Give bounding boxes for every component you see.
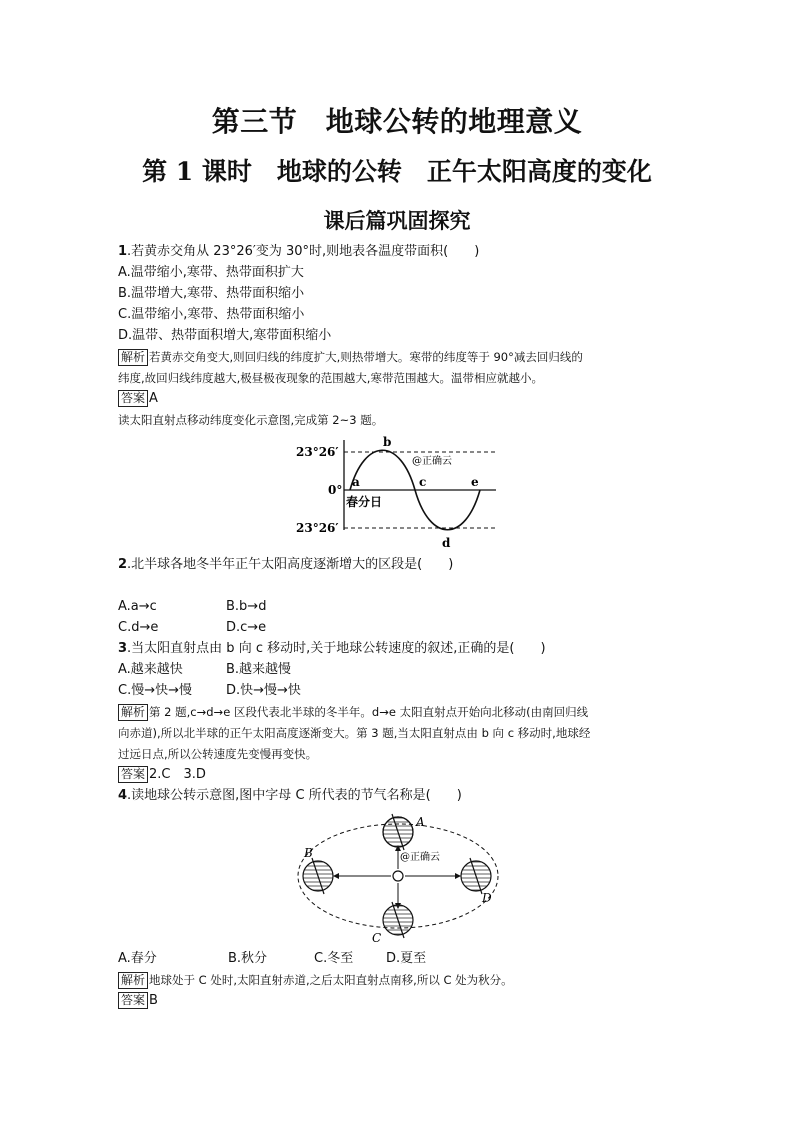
q4-analysis	[118, 971, 513, 989]
answer-tag: 答案	[118, 390, 148, 407]
earth-a-icon	[383, 814, 413, 850]
q2-options-row-2	[118, 619, 266, 637]
earth-orbit-diagram	[290, 808, 520, 948]
q4-answer-value: B	[149, 993, 158, 1008]
q3-stem	[118, 640, 546, 658]
analysis-tag: 解析	[118, 704, 148, 721]
q4-option-b: B.秋分	[228, 951, 268, 966]
q4-option-c: C.冬至	[314, 951, 354, 966]
watermark-2: @正确云	[400, 852, 440, 863]
point-c-label: c	[419, 475, 427, 489]
q2-option-d: D.c→e	[226, 620, 267, 635]
q1-analysis-line-2: 纬度,故回归线纬度越大,极昼极夜现象的范围越大,寒带范围越大。温带相应就越小。	[118, 371, 543, 385]
q2-option-b: B.b→d	[226, 599, 267, 614]
q3-analysis-line-1	[118, 703, 588, 721]
q2-option-a: A.a→c	[118, 599, 157, 614]
intro-q2-q3: 读太阳直射点移动纬度变化示意图,完成第 2~3 题。	[118, 413, 384, 427]
lesson-title: 第 1 课时 地球的公转 正午太阳高度的变化	[142, 157, 652, 186]
q3-options-row-2	[118, 682, 301, 700]
q3-options-row-1	[118, 661, 291, 679]
earth-d-icon	[461, 858, 491, 894]
q3-analysis-line-2: 向赤道),所以北半球的正午太阳高度逐渐变大。第 3 题,当太阳直射点由 b 向 c 移动时,地球经	[118, 726, 591, 740]
q1-number: 1	[118, 244, 128, 259]
q1-analysis-text-1: 若黄赤交角变大,则回归线的纬度扩大,则热带增大。寒带的纬度等于 90°减去回归线的	[149, 350, 583, 364]
point-d-label: d	[442, 536, 451, 550]
earth-c-icon	[383, 902, 413, 938]
q4-analysis-text: 地球处于 C 处时,太阳直射赤道,之后太阳直射点南移,所以 C 处为秋分。	[149, 973, 513, 987]
q2-stem	[118, 556, 453, 574]
sun-latitude-diagram	[290, 432, 510, 552]
q3-number: 3	[118, 641, 128, 656]
q3-answer	[118, 766, 206, 784]
q4-options	[118, 950, 426, 968]
q4-option-d: D.夏至	[386, 951, 427, 966]
q4-answer	[118, 992, 158, 1010]
section-title: 第三节 地球公转的地理意义	[211, 105, 583, 138]
q4-stem	[118, 787, 462, 805]
answer-tag: 答案	[118, 992, 148, 1009]
q2-options-row-1	[118, 598, 266, 616]
q1-answer-value: A	[149, 391, 158, 406]
q4-number: 4	[118, 788, 128, 803]
q1-stem-text: .若黄赤交角从 23°26′变为 30°时,则地表各温度带面积( )	[127, 244, 480, 259]
q2-stem-text: .北半球各地冬半年正午太阳高度逐渐增大的区段是( )	[127, 557, 454, 572]
watermark-1: @正确云	[412, 456, 452, 467]
q3-answer-value: 2.C 3.D	[149, 767, 206, 782]
q3-option-a: A.越来越快	[118, 662, 183, 677]
q1-option-b: B.温带增大,寒带、热带面积缩小	[118, 286, 305, 301]
y-label-mid: 0°	[328, 483, 343, 497]
q1-option-d: D.温带、热带面积增大,寒带面积缩小	[118, 328, 332, 343]
position-c-label: C	[372, 931, 382, 945]
analysis-tag: 解析	[118, 349, 148, 366]
q3-stem-text: .当太阳直射点由 b 向 c 移动时,关于地球公转速度的叙述,正确的是( )	[127, 641, 546, 656]
answer-tag: 答案	[118, 766, 148, 783]
q4-stem-text: .读地球公转示意图,图中字母 C 所代表的节气名称是( )	[127, 788, 462, 803]
position-b-label: B	[304, 846, 313, 860]
q3-analysis-line-3: 过远日点,所以公转速度先变慢再变快。	[118, 747, 318, 761]
analysis-tag: 解析	[118, 972, 148, 989]
q1-answer	[118, 390, 158, 408]
point-b-label: b	[383, 435, 392, 449]
page-subtitle: 课后篇巩固探究	[323, 209, 471, 233]
earth-b-icon	[303, 858, 333, 894]
q3-option-b: B.越来越慢	[226, 662, 292, 677]
q4-option-a: A.春分	[118, 951, 157, 966]
point-e-label: e	[471, 475, 479, 489]
q1-option-c: C.温带缩小,寒带、热带面积缩小	[118, 307, 305, 322]
y-label-top: 23°26′	[296, 445, 339, 459]
q1-option-a: A.温带缩小,寒带、热带面积扩大	[118, 265, 304, 280]
q3-option-c: C.慢→快→慢	[118, 683, 192, 698]
q3-analysis-text-1: 第 2 题,c→d→e 区段代表北半球的冬半年。d→e 太阳直射点开始向北移动(由南回归线	[149, 705, 589, 719]
q1-stem	[118, 243, 479, 261]
point-a-label: a	[352, 475, 360, 489]
position-a-label: A	[416, 815, 425, 829]
sun-icon	[393, 871, 403, 881]
y-label-bottom: 23°26′	[296, 521, 339, 535]
q3-option-d: D.快→慢→快	[226, 683, 301, 698]
q1-analysis-line-1	[118, 348, 583, 366]
q2-number: 2	[118, 557, 128, 572]
position-d-label: D	[482, 891, 492, 905]
q2-option-c: C.d→e	[118, 620, 159, 635]
spring-equinox-label: 春分日	[346, 495, 383, 509]
